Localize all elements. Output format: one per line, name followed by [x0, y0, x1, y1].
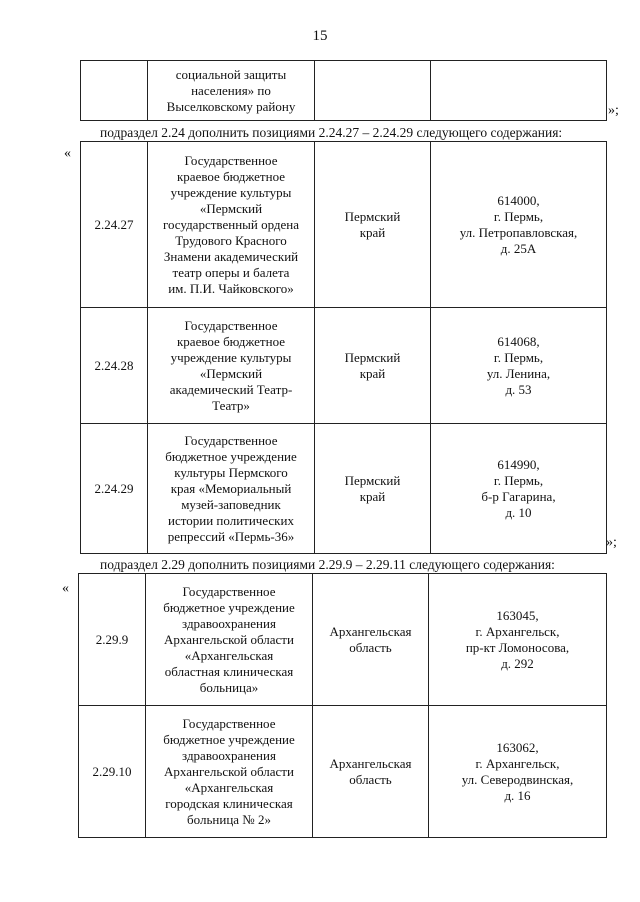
subsection-229-instruction: подраздел 2.29 дополнить позициями 2.29.9 – 2.29.11 следующего содержания: — [100, 557, 555, 572]
cell-address — [431, 142, 607, 308]
cell-region-text: Пермский край — [344, 208, 401, 240]
cell-address-text: 614990, г. Пермь, б-р Гагарина, д. 10 — [481, 456, 556, 520]
cell-region — [313, 706, 429, 838]
cell-num: 2.29.9 — [79, 574, 146, 706]
cell-name-text: Государственное краевое бюджетное учреждение культуры «Пермский академический Театр- Театр» — [169, 317, 293, 413]
cell-address — [431, 308, 607, 424]
cell-name — [148, 308, 315, 424]
closing-quote: »; — [608, 103, 619, 118]
cell-region — [313, 574, 429, 706]
cell-region-text: Пермский край — [344, 349, 401, 381]
cell-address — [429, 574, 607, 706]
table-row — [79, 706, 607, 838]
cell-region-text: Архангельская область — [329, 623, 412, 655]
cell-address — [429, 706, 607, 838]
cell-num: 2.29.10 — [79, 706, 146, 838]
cell-name — [148, 61, 315, 121]
cell-name-text: Государственное бюджетное учреждение здравоохранения Архангельской области «Архангельская городская клиническая больница № 2» — [163, 715, 295, 827]
cell-name-text: социальной защиты населения» по Выселковскому району — [166, 66, 296, 114]
cell-num: 2.24.28 — [81, 308, 148, 424]
table-224 — [80, 141, 607, 554]
cell-region-text: Пермский край — [344, 472, 401, 504]
cell-region — [315, 308, 431, 424]
table-row — [79, 574, 607, 706]
cell-num: 2.24.27 — [81, 142, 148, 308]
opening-quote: « — [62, 581, 69, 596]
table-row — [81, 308, 607, 424]
cell-name-text: Государственное бюджетное учреждение культуры Пермского края «Мемориальный музей-заповедник истории политических репрессий «Пермь-36» — [165, 432, 297, 544]
cell-name — [148, 142, 315, 308]
cell-name-text: Государственное бюджетное учреждение здравоохранения Архангельской области «Архангельская областная клиническая больница» — [163, 583, 295, 695]
cell-address-text: 614068, г. Пермь, ул. Ленина, д. 53 — [486, 333, 551, 397]
cell-name — [146, 706, 313, 838]
table-fragment-top — [80, 60, 607, 121]
cell-region — [315, 142, 431, 308]
table-row — [81, 142, 607, 308]
cell-name-text: Государственное краевое бюджетное учреждение культуры «Пермский государственный ордена Трудового Красного Знамени академический театр оперы и балета им. П.И. Чайковского» — [162, 152, 300, 296]
cell-region — [315, 424, 431, 554]
cell-address-text: 614000, г. Пермь, ул. Петропавловская, д. 25А — [459, 192, 578, 256]
cell-num: 2.24.29 — [81, 424, 148, 554]
opening-quote: « — [64, 146, 71, 161]
cell-address-text: 163062, г. Архангельск, ул. Северодвинская, д. 16 — [461, 739, 574, 803]
cell-name — [148, 424, 315, 554]
subsection-224-instruction: подраздел 2.24 дополнить позициями 2.24.27 – 2.24.29 следующего содержания: — [100, 125, 563, 140]
table-row — [81, 424, 607, 554]
cell-address — [431, 61, 607, 121]
closing-quote: »; — [606, 535, 617, 550]
page-number: 15 — [312, 28, 328, 44]
cell-address — [431, 424, 607, 554]
cell-address-text: 163045, г. Архангельск, пр-кт Ломоносова, д. 292 — [465, 607, 570, 671]
cell-num — [81, 61, 148, 121]
table-row — [81, 61, 607, 121]
cell-name — [146, 574, 313, 706]
table-229 — [78, 573, 607, 838]
cell-region-text: Архангельская область — [329, 755, 412, 787]
cell-region — [315, 61, 431, 121]
